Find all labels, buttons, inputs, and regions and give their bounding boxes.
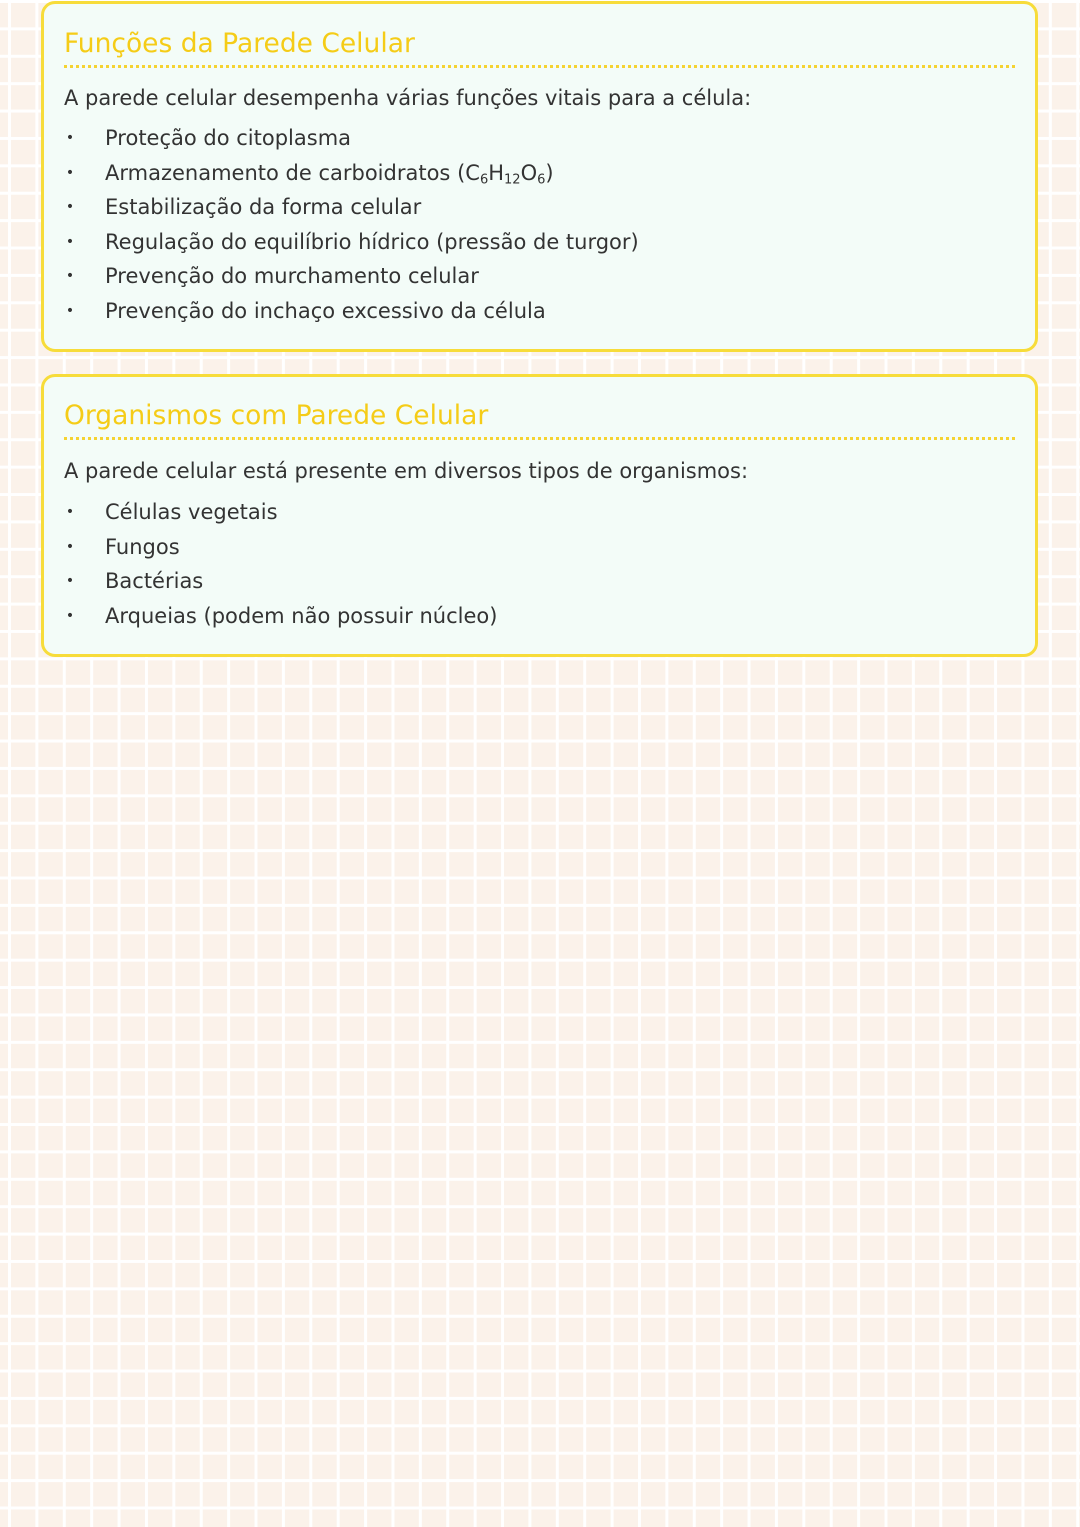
bullet-icon: • [65, 607, 75, 624]
section-intro: A parede celular está presente em diversos tipos de organismos: [64, 459, 749, 483]
glucose-formula: $(C_6H_{12}O_6)$ [457, 160, 554, 187]
dotted-divider [64, 437, 1015, 440]
organisms-card: Organismos com Parede Celular A parede celular está presente em diversos tipos de organismos: • Células vegetais • Fungos • Bactérias • Arqueias (podem não possuir núcleo) [41, 374, 1038, 657]
carbohydrate-item: Armazenamento de carboidratos $(C_6H_{12}O_6)$ [105, 160, 554, 187]
cell-wall-functions-card: Funções da Parede Celular A parede celular desempenha várias funções vitais para a célula: • Proteção do citoplasma • Armazenamento de carboidratos $(C_6H_{12}O_6)$ • Estabilização da forma celular • Regulação do equilíbrio hídrico (pressão de turgor) • Prevenção do murchamento celular • Prevenção do inchaço excessivo da célula [41, 1, 1038, 352]
section-title: Organismos com Parede Celular [64, 400, 489, 431]
bullet-icon: • [65, 504, 75, 520]
bullet-icon: • [65, 164, 75, 181]
bullet-icon: • [65, 538, 75, 555]
bullet-icon: • [65, 199, 75, 216]
bullet-icon: • [65, 573, 75, 590]
bullet-icon: • [65, 233, 75, 250]
dotted-divider [64, 65, 1015, 68]
bullet-icon: • [65, 268, 75, 285]
bullet-icon: • [65, 302, 75, 319]
section-title: Funções da Parede Celular [64, 28, 415, 59]
bullet-icon: • [65, 130, 75, 146]
section-intro: A parede celular desempenha várias funções vitais para a célula: [64, 86, 752, 110]
